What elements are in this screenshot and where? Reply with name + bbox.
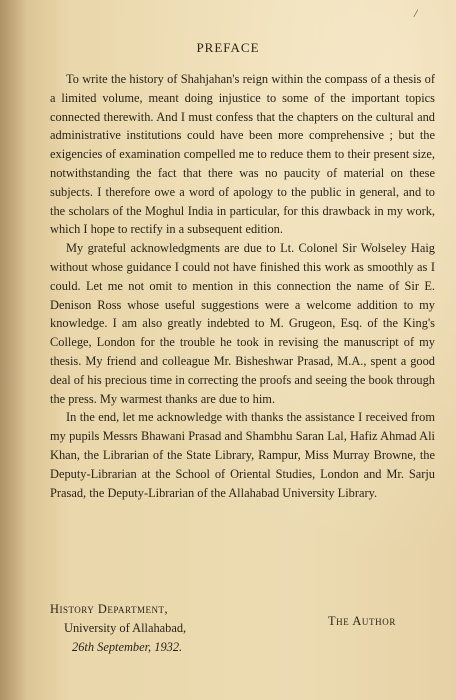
- paragraph-2: My grateful acknowledgments are due to Lt. Colonel Sir Wolseley Haig without whose guidance I could not have finished this work as smoothly as I could. Let me not omit to mention in this connection the name of Sir E. Denison Ross whose useful suggestions were a welcome addition to my knowledge. I am also greatly indebted to M. Grugeon, Esq. of the King's College, London for the trouble he took in revising the manuscript of my thesis. My friend and colleague Mr. Bisheshwar Prasad, M.A., spent a good deal of his precious time in correcting the proofs and seeing the book through the press. My warmest thanks are due to him.: [50, 241, 435, 406]
- page-title: PREFACE: [196, 40, 260, 55]
- paragraph-1: To write the history of Shahjahan's reign within the compass of a thesis of a limited volume, meant doing injustice to some of the important topics connected therewith. And I must confess that the chapters on the cultural and administrative institutions could have been more comprehensive ; but the exigencies of examination compelled me to reduce them to their present size, notwithstanding the fact that there was no paucity of material on these subjects. I therefore owe a word of apology to the public in general, and to the scholars of the Moghul India in particular, for this drawback in my work, which I hope to rectify in a subsequent edition.: [50, 72, 435, 237]
- spine-shadow: [0, 0, 26, 700]
- signoff-university: University of Allahabad,: [64, 620, 187, 635]
- signoff-date: 26th September, 1932.: [72, 639, 183, 654]
- signoff-author: The Author: [328, 614, 396, 628]
- preface-body: [50, 70, 435, 502]
- corner-pencil-mark: /: [414, 6, 418, 20]
- signoff-place: [50, 600, 186, 656]
- signoff-department: History Department,: [50, 602, 169, 616]
- paragraph-3: In the end, let me acknowledge with thanks the assistance I received from my pupils Messrs Bhawani Prasad and Shambhu Saran Lal, Hafiz Ahmad Ali Khan, the Librarian of the State Library, Rampur, Miss Murray Browne, the Deputy-Librarian at the School of Oriental Studies, London and Mr. Sarju Prasad, the Deputy-Librarian of the Allahabad University Library.: [50, 410, 435, 500]
